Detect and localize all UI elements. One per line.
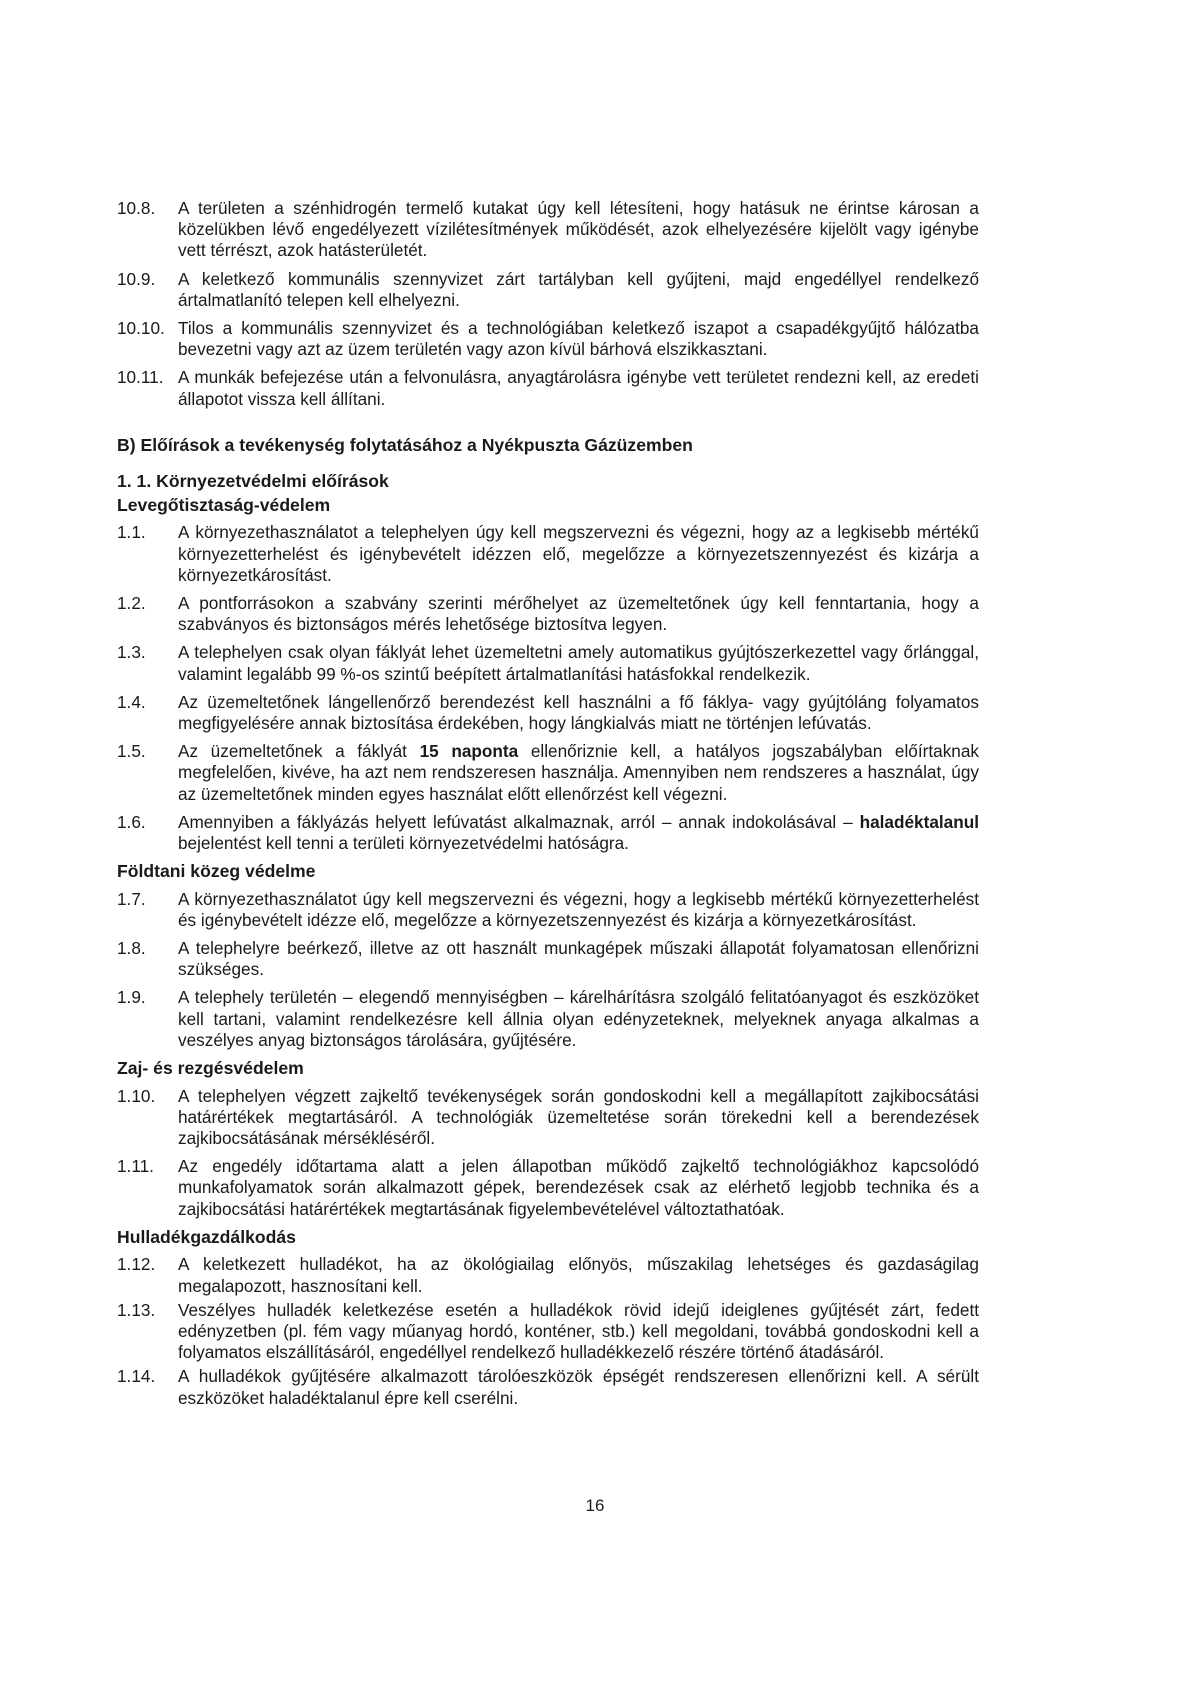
noise-heading: Zaj- és rezgésvédelem [117,1058,304,1079]
clause-text: A környezethasználatot a telephelyen úgy kell megszervezni és végezni, hogy az a legkisebb mértékű környezetterhelést és igénybevételt idézzen elő, megelőzze a környezetszennyezést és kizárja a környezetkárosítást. [178,522,979,585]
clause-number: 1.1. [117,522,146,543]
document-page [117,198,979,1416]
clause-number: 10.10. [117,318,165,339]
clause-1-1 [117,522,979,586]
clause-number: 1.2. [117,592,146,613]
clause-number: 1.10. [117,1085,156,1106]
clause-text: A környezethasználatot úgy kell megszervezni és végezni, hogy a legkisebb mértékű környezetterhelést és igénybevételt idézze elő, megelőzze a környezetszennyezést és kizárja a környezetkárosítást. [178,888,979,930]
clause-number: 1.5. [117,741,146,762]
clause-10-8 [117,198,979,262]
clause-1-12 [117,1254,979,1296]
clause-number: 1.7. [117,888,146,909]
clause-1-3 [117,642,979,684]
clause-1-4 [117,692,979,734]
clause-1-14 [117,1366,979,1408]
clause-1-8 [117,938,979,980]
waste-heading: Hulladékgazdálkodás [117,1226,296,1247]
clause-number: 1.4. [117,691,146,712]
clause-emphasis: 15 naponta [419,741,519,762]
clause-text: A területen a szénhidrogén termelő kutakat úgy kell létesíteni, hogy hatásuk ne érintse károsan a közelükben lévő engedélyezett vízilétesítmények működését, azok elhelyezésére kijelölt vagy igénybe vett térrészt, azok hatásterületét. [178,198,979,261]
clause-text: A telephelyen végzett zajkeltő tevékenységek során gondoskodni kell a megállapított zajkibocsátási határértékek megtartásáról. A technológiák üzemeltetése során törekedni kell a berendezések zajkibocsátásának mérsékléséről. [178,1085,979,1148]
clause-number: 10.11. [117,367,164,388]
clause-number: 1.6. [117,811,146,832]
clause-text-post: bejelentést kell tenni a területi környezetvédelmi hatóságra. [178,832,629,853]
clause-number: 1.11. [117,1156,154,1177]
clause-10-9 [117,269,979,311]
clause-number: 1.12. [117,1254,156,1275]
clause-number: 1.9. [117,987,146,1008]
clause-text: A telephely területén – elegendő mennyiségben – kárelhárításra szolgáló felitatóanyagot és eszközöket kell tartani, valamint rendelkezésre kell állnia olyan edényzeteknek, melyeknek anyaga alkalmas a veszélyes anyag biztonságos tárolására, gyűjtésére. [178,987,979,1050]
clause-number: 1.14. [117,1366,156,1387]
clause-1-5 [117,741,979,805]
clause-text: A telephelyen csak olyan fáklyát lehet üzemeltetni amely automatikus gyújtószerkezettel vagy őrlánggal, valamint legalább 99 %-os szintű beépített ártalmatlanítási hatásfokkal rendelkezik. [178,642,979,684]
clause-1-6 [117,812,979,854]
clause-text [178,812,979,854]
soil-heading: Földtani közeg védelme [117,861,316,882]
clause-1-13 [117,1300,979,1364]
page-number [0,1496,1190,1516]
clause-text: A munkák befejezése után a felvonulásra, anyagtárolásra igénybe vett területet rendezni kell, az eredeti állapotot vissza kell állítani. [178,367,979,409]
clause-1-7 [117,889,979,931]
clause-1-2 [117,593,979,635]
clause-number: 1.3. [117,642,146,663]
page-number-text: 16 [585,1496,605,1515]
clause-number: 10.9. [117,268,156,289]
clause-text: Az üzemeltetőnek lángellenőrző berendezést kell használni a fő fáklya- vagy gyújtóláng folyamatos megfigyelésére annak biztosítása érdekében, hogy lángkialvás miatt ne történjen lefúvatás. [178,691,979,733]
clause-text-post: ellenőriznie kell, a hatályos jogszabályban előírtaknak megfelelően, kivéve, ha azt nem rendszeresen használja. Amennyiben nem rendszeres a használat, úgy az üzemeltetőnek minden egyes használat előtt ellenőrzést kell végezni. [178,741,980,804]
clause-text: A keletkezett hulladékot, ha az ökológiailag előnyös, műszakilag lehetséges és gazdaságilag megalapozott, hasznosítani kell. [178,1254,979,1296]
clause-number: 10.8. [117,198,156,218]
clause-text-pre: Az üzemeltetőnek a fáklyát [178,741,420,762]
clause-10-11 [117,367,979,409]
clause-10-10 [117,318,979,360]
clause-1-11 [117,1156,979,1220]
clause-text: A hulladékok gyűjtésére alkalmazott tárolóeszközök épségét rendszeresen ellenőrizni kell. A sérült eszközöket haladéktalanul épre kell cserélni. [178,1366,979,1408]
air-heading: Levegőtisztaság-védelem [117,494,331,515]
clause-text-pre: Amennyiben a fáklyázás helyett lefúvatást alkalmaznak, arról – annak indokolásával – [178,811,860,832]
clause-emphasis: haladéktalanul [859,811,979,832]
clause-text: A pontforrásokon a szabvány szerinti mérőhelyet az üzemeltetőnek úgy kell fenntartania, hogy a szabványos és biztonságos mérés lehetősége biztosítva legyen. [178,592,979,635]
clause-text [178,741,979,805]
clause-text: Tilos a kommunális szennyvizet és a technológiában keletkező iszapot a csapadékgyűjtő hálózatba bevezetni vagy azt az üzem területén vagy azon kívül bárhová elszikkasztani. [178,318,979,360]
clause-text: Az engedély időtartama alatt a jelen állapotban működő zajkeltő technológiákhoz kapcsolódó munkafolyamatok során alkalmazott gépek, berendezések csak az elérhető legjobb technika és a zajkibocsátási határértékek megtartásának figyelembevételével változtathatóak. [178,1156,979,1219]
section-b-title: B) Előírások a tevékenység folytatásához a Nyékpuszta Gázüzemben [117,434,693,455]
clause-1-9 [117,987,979,1051]
clause-text: A telephelyre beérkező, illetve az ott használt munkagépek műszaki állapotát folyamatosan ellenőrizni szükséges. [178,938,979,980]
clause-text: Veszélyes hulladék keletkezése esetén a hulladékok rövid idejű ideiglenes gyűjtését zárt, fedett edényzetben (pl. fém vagy műanyag hordó, konténer, stb.) kell megoldani, továbbá gondoskodni kell a folyamatos elszállításáról, engedéllyel rendelkező hulladékkezelő részére történő átadásáról. [178,1299,979,1363]
clause-1-10 [117,1086,979,1150]
subsection-title: 1. 1. Környezetvédelmi előírások [117,471,389,492]
clause-number: 1.13. [117,1299,156,1320]
clause-text: A keletkező kommunális szennyvizet zárt tartályban kell gyűjteni, majd engedéllyel rendelkező ártalmatlanító telepen kell elhelyezni. [178,268,979,310]
clause-number: 1.8. [117,938,146,959]
